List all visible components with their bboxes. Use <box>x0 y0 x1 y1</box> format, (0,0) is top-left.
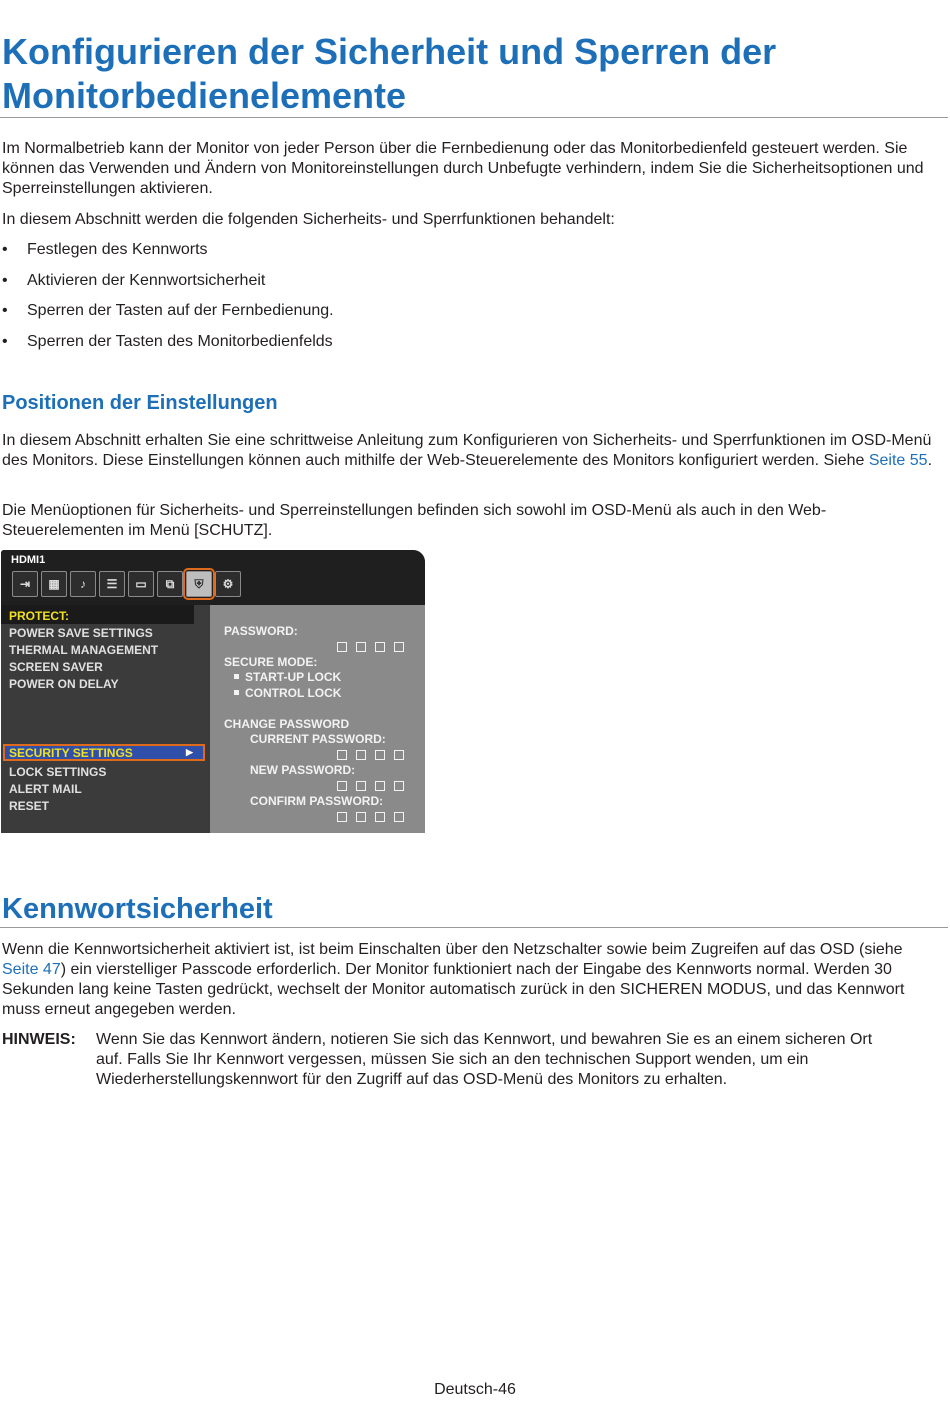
note-label: HINWEIS: <box>2 1031 76 1048</box>
menu-item-thermal-management: THERMAL MANAGEMENT <box>9 643 159 657</box>
password-boxes <box>337 642 413 652</box>
secure-mode-label: SECURE MODE: <box>224 655 318 669</box>
osd-settings-panel <box>210 605 425 833</box>
note-text: Wenn Sie das Kennwort ändern, notieren Sie sich das Kennwort, und bewahren Sie es an einem sicheren Ort auf. Falls Sie Ihr Kennwort vergessen, müssen Sie sich an den technischen Support wenden, um ein Wiederherstellungskennwort für den Zugriff auf das OSD-Menü des Monitors zu erhalten. <box>96 1031 873 1088</box>
section-intro-paragraph: In diesem Abschnitt werden die folgenden Sicherheits- und Sperrfunktionen behandelt: <box>2 211 615 228</box>
current-password-label: CURRENT PASSWORD: <box>250 732 386 746</box>
submenu-arrow-icon: ▶ <box>186 747 193 757</box>
list-item: • Sperren der Tasten des Monitorbedienfelds <box>2 332 333 350</box>
menu-item-alert-mail: ALERT MAIL <box>9 782 82 796</box>
audio-icon: ♪ <box>70 571 96 597</box>
page-title: Konfigurieren der Sicherheit und Sperren der Monitorbedienelemente <box>2 31 777 116</box>
protect-icon: ⛨ <box>186 571 212 597</box>
new-password-boxes <box>337 781 413 791</box>
page-number: Deutsch-46 <box>434 1381 516 1398</box>
change-password-label: CHANGE PASSWORD <box>224 717 350 731</box>
osd-header <box>1 550 425 605</box>
list-item: • Sperren der Tasten auf der Fernbedienung. <box>2 302 334 319</box>
control-lock-option: CONTROL LOCK <box>234 686 341 700</box>
page-link-47[interactable]: Seite 47 <box>2 961 61 978</box>
confirm-password-boxes <box>337 812 413 822</box>
feature-list <box>2 240 334 362</box>
menu-item-lock-settings: LOCK SETTINGS <box>9 765 107 779</box>
menu-item-security-settings: SECURITY SETTINGS <box>9 746 133 760</box>
osd-menu-screenshot <box>1 550 425 833</box>
menu-item-screen-saver: SCREEN SAVER <box>9 660 103 674</box>
section-rule <box>0 927 948 928</box>
settings-paragraph-2: Die Menüoptionen für Sicherheits- und Sperreinstellungen befinden sich sowohl im OSD-Menü als auch in den Web-Steuerelementen im Menü [SCHUTZ]. <box>2 502 827 539</box>
radio-bullet-icon <box>234 674 239 679</box>
title-rule <box>0 117 948 118</box>
startup-lock-option: START-UP LOCK <box>234 670 341 684</box>
osd-menu-list <box>1 605 210 833</box>
menu-item-reset: RESET <box>9 799 50 813</box>
new-password-label: NEW PASSWORD: <box>250 763 356 777</box>
current-password-boxes <box>337 750 413 760</box>
menu-heading: PROTECT: <box>9 609 69 623</box>
input-source-label: HDMI1 <box>11 554 46 566</box>
section-subheading: Positionen der Einstellungen <box>2 392 278 414</box>
password-paragraph: Wenn die Kennwortsicherheit aktiviert ist, ist beim Einschalten über den Netzschalter sowie beim Zugreifen auf das OSD (siehe Seite 47) ein vierstelliger Passcode erforderlich. Der Monitor funktioniert nach der Eingabe des Kennworts normal. Werden 30 Sekunden lang keine Tasten gedrückt, wechselt der Monitor automatisch zurück in den SICHEREN MODUS, und das Kennwort muss erneut angegeben werden. <box>2 941 905 1018</box>
display-icon: ▭ <box>128 571 154 597</box>
intro-paragraph: Im Normalbetrieb kann der Monitor von jeder Person über die Fernbedienung oder das Monitorbedienfeld gesteuert werden. Sie können das Verwenden und Ändern von Monitoreinstellungen durch Unbefugte verhindern, indem Sie die Sicherheitsoptionen und Sperreinstellungen aktivieren. <box>2 140 924 197</box>
list-item: • Aktivieren der Kennwortsicherheit <box>2 271 266 289</box>
menu-item-power-save-settings: POWER SAVE SETTINGS <box>9 626 153 640</box>
menu-item-power-on-delay: POWER ON DELAY <box>9 677 119 691</box>
section-heading-password: Kennwortsicherheit <box>2 893 273 925</box>
confirm-password-label: CONFIRM PASSWORD: <box>250 794 384 808</box>
picture-icon: ▦ <box>41 571 67 597</box>
schedule-icon: ☰ <box>99 571 125 597</box>
multi-display-icon: ⧉ <box>157 571 183 597</box>
list-item: • Festlegen des Kennworts <box>2 241 208 258</box>
osd-tab-bar <box>12 571 244 599</box>
input-icon: ⇥ <box>12 571 38 597</box>
settings-paragraph-1: In diesem Abschnitt erhalten Sie eine schrittweise Anleitung zum Konfigurieren von Sicherheits- und Sperrfunktionen im OSD-Menü des Monitors. Diese Einstellungen können auch mithilfe der Web-Steuerelemente des Monitors konfiguriert werden. Siehe Seite 55. <box>2 432 933 469</box>
page-link-55[interactable]: Seite 55 <box>868 452 928 469</box>
radio-bullet-icon <box>234 690 239 695</box>
password-label: PASSWORD: <box>224 624 298 638</box>
system-icon: ⚙ <box>215 571 241 597</box>
